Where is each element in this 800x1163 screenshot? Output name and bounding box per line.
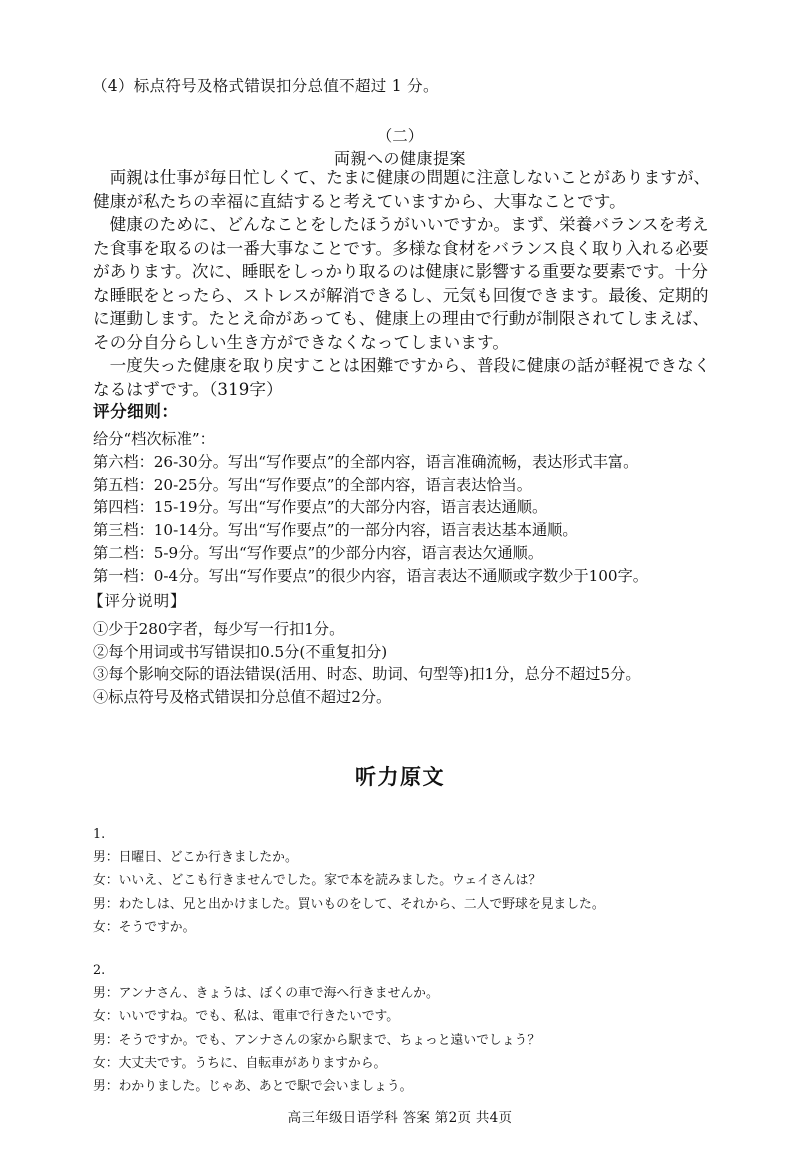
dialog-line: 女：いいえ、どこも行きませんでした。家で本を読みました。ウェイさんは？ xyxy=(93,873,542,889)
grading-rule: 第六档：26-30分。写出“写作要点”的全部内容，语言准确流畅，表达形式丰富。 xyxy=(93,452,639,471)
grading-notes xyxy=(93,618,641,708)
grading-heading: 评分细则： xyxy=(93,401,179,421)
dialog-line: 女：そうですか。 xyxy=(93,919,196,935)
grading-rule: 第二档：5-9分。写出“写作要点”的少部分内容，语言表达欠通顺。 xyxy=(93,543,544,562)
dialog-line: 男：そうですか。でも、アンナさんの家から駅まで、ちょっと遠いでしょう？ xyxy=(93,1032,541,1048)
model-essay xyxy=(93,166,711,401)
grading-rule: 第一档：0-4分。写出“写作要点”的很少内容，语言表达不通顺或字数少于100字。 xyxy=(93,566,648,585)
dialog-1 xyxy=(93,823,605,939)
dialog-line: 男：わたしは、兄と出かけました。買いものをして、それから、二人で野球を見ました。 xyxy=(93,896,605,912)
essay-paragraph: 両親は仕事が毎日忙しくて、たまに健康の問題に注意しないことがありますが、健康が私たちの幸福に直結すると考えていますから、大事なことです。 xyxy=(93,168,711,211)
grading-rule: 第三档：10-14分。写出“写作要点”的一部分内容，语言表达基本通顺。 xyxy=(93,521,578,540)
essay-title: 両親への健康提案 xyxy=(333,149,466,168)
page-footer: 高三年级日语学科 答案 第2页 共4页 xyxy=(287,1110,513,1126)
essay-paragraph: 健康のために、どんなことをしたほうがいいですか。まず、栄養バランスを考えた食事を取るのは一番大事なことです。多様な食材をバランス良く取り入れる必要があります。次に、睡眠をしっかり取るのは健康に影響する重要な要素です。十分な睡眠をとったら、ストレスが解消できるし、元気も回復できます。最後、定期的に運動します。たとえ命があっても、健康上の理由で行動が制限されてしまえば、その分自分らしい生き方ができなくなってしまいます。 xyxy=(93,215,710,352)
grading-note: ④标点符号及格式错误扣分总值不超过2分。 xyxy=(93,687,392,706)
grading-note: ③每个影响交际的语法错误(活用、时态、助词、句型等)扣1分，总分不超过5分。 xyxy=(93,665,641,684)
dialog-line: 女：大丈夫です。うちに、自転車がありますから。 xyxy=(93,1055,387,1071)
dialog-line: 男：わかりました。じゃあ、あとで駅で会いましょう。 xyxy=(93,1078,413,1094)
dialog-line: 男：アンナさん、きょうは、ぼくの車で海へ行きませんか。 xyxy=(93,986,439,1002)
grading-notes-heading: 【评分说明】 xyxy=(88,592,187,610)
dialog-number: 2. xyxy=(93,963,106,978)
grading-rule: 第五档：20-25分。写出“写作要点”的全部内容，语言表达恰当。 xyxy=(93,475,532,494)
essay-paragraph: 一度失った健康を取り戻すことは困難ですから、普段に健康の話が軽視できなくなるはずです。（319字） xyxy=(93,356,711,399)
dialog-line: 男：日曜日、どこか行きましたか。 xyxy=(93,850,298,866)
section-number: （二） xyxy=(376,127,424,145)
grading-rule: 第四档：15-19分。写出“写作要点”的大部分内容，语言表达通顺。 xyxy=(93,498,548,517)
dialog-number: 1. xyxy=(93,827,106,842)
grading-rules xyxy=(93,428,648,588)
dialog-2 xyxy=(93,959,540,1098)
grading-note: ①少于280字者，每少写一行扣1分。 xyxy=(93,620,345,638)
punctuation-rule-note: （4）标点符号及格式错误扣分总值不超过 1 分。 xyxy=(92,77,439,95)
grading-note: ②每个用词或书写错误扣0.5分(不重复扣分) xyxy=(93,642,388,661)
listening-title: 听力原文 xyxy=(355,764,445,789)
dialog-line: 女：いいですね。でも、私は、電車で行きたいです。 xyxy=(93,1009,400,1025)
grading-rule: 给分“档次标准”： xyxy=(93,430,215,448)
